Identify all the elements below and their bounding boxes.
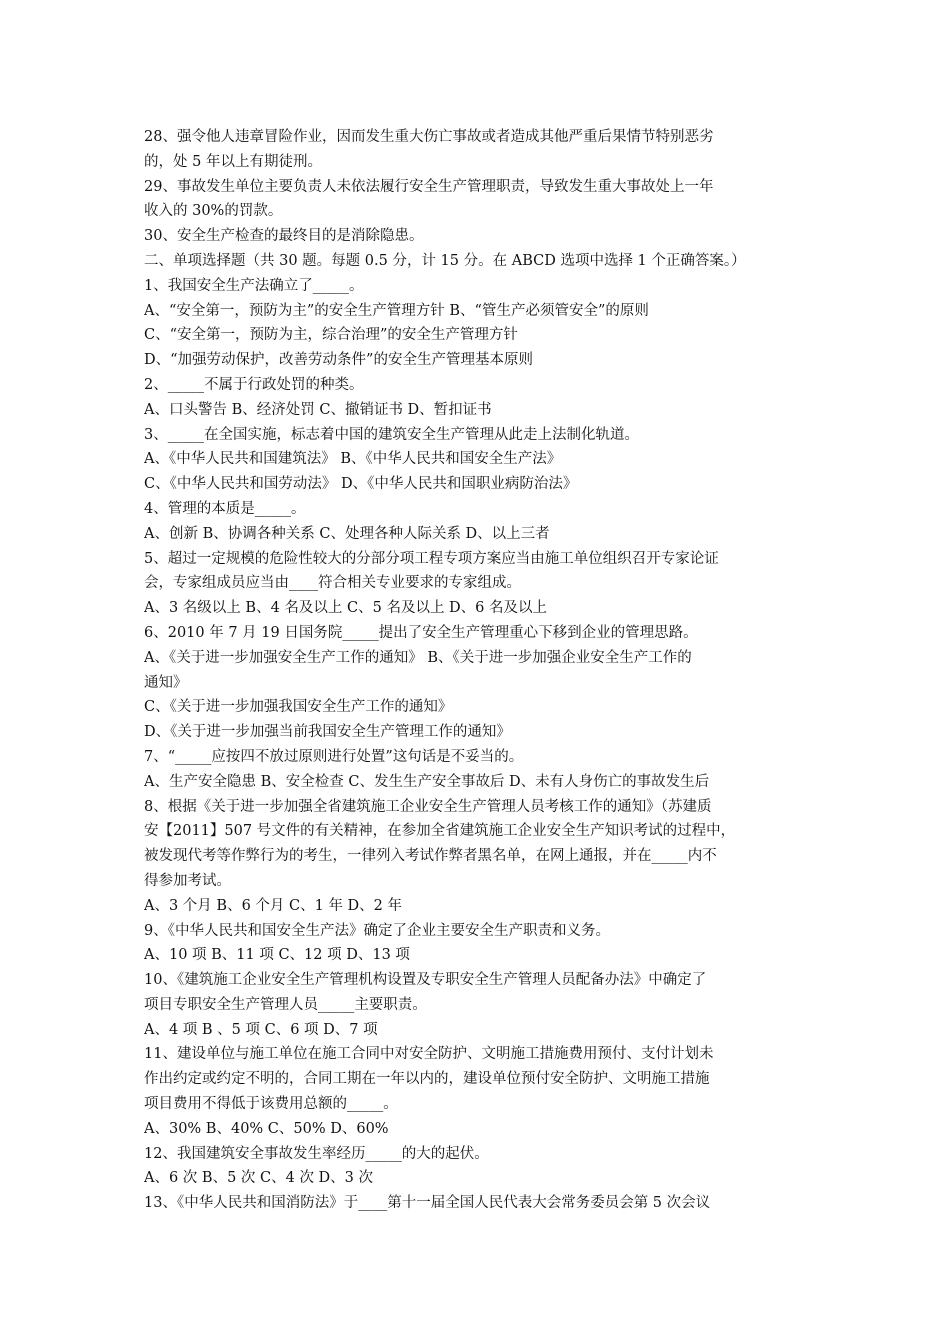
text-line: 2、_____不属于行政处罚的种类。 bbox=[144, 376, 364, 393]
text-line: 的，处 5 年以上有期徒刑。 bbox=[144, 153, 322, 170]
text-line: 被发现代考等作弊行为的考生，一律列入考试作弊者黑名单，在网上通报，并在_____内不 bbox=[144, 848, 717, 865]
text-line: 5、超过一定规模的危险性较大的分部分项工程专项方案应当由施工单位组织召开专家论证 bbox=[144, 550, 719, 567]
text-line: 30、安全生产检查的最终目的是消除隐患。 bbox=[144, 228, 424, 245]
text-line: A、创新 B、协调各种关系 C、处理各种人际关系 D、以上三者 bbox=[144, 525, 550, 542]
text-line: 项目专职安全生产管理人员_____主要职责。 bbox=[144, 996, 427, 1013]
document-body bbox=[144, 125, 820, 1216]
text-line: D、“加强劳动保护，改善劳动条件”的安全生产管理基本原则 bbox=[144, 352, 533, 369]
text-line: A、6 次 B、5 次 C、4 次 D、3 次 bbox=[144, 1170, 374, 1187]
text-line: 12、我国建筑安全事故发生率经历_____的大的起伏。 bbox=[144, 1145, 489, 1162]
text-line: A、30% B、40% C、50% D、60% bbox=[144, 1120, 389, 1137]
text-line: 项目费用不得低于该费用总额的_____。 bbox=[144, 1096, 398, 1113]
text-line: A、4 项 B 、5 项 C、6 项 D、7 项 bbox=[144, 1021, 378, 1038]
text-line: 作出约定或约定不明的，合同工期在一年以内的，建设单位预付安全防护、文明施工措施 bbox=[144, 1071, 710, 1088]
text-line: A、生产安全隐患 B、安全检查 C、发生生产安全事故后 D、未有人身伤亡的事故发生后 bbox=[144, 773, 710, 790]
text-line: 3、_____在全国实施，标志着中国的建筑安全生产管理从此走上法制化轨道。 bbox=[144, 426, 639, 443]
text-line: 得参加考试。 bbox=[144, 872, 231, 889]
text-line: 28、强令他人违章冒险作业，因而发生重大伤亡事故或者造成其他严重后果情节特别恶劣 bbox=[144, 129, 714, 145]
text-line: A、10 项 B、11 项 C、12 项 D、13 项 bbox=[144, 947, 410, 964]
text-line: A、口头警告 B、经济处罚 C、撤销证书 D、暂扣证书 bbox=[144, 401, 492, 418]
text-line: 安【2011】507 号文件的有关精神，在参加全省建筑施工企业安全生产知识考试的过程中， bbox=[144, 823, 736, 840]
text-line: 4、管理的本质是_____。 bbox=[144, 500, 306, 517]
text-line: 11、建设单位与施工单位在施工合同中对安全防护、文明施工措施费用预付、支付计划未 bbox=[144, 1046, 714, 1063]
text-line: A、“安全第一，预防为主”的安全生产管理方针 B、“管生产必须管安全”的原则 bbox=[144, 302, 649, 319]
text-line: 6、2010 年 7 月 19 日国务院_____提出了安全生产管理重心下移到企业的管理思路。 bbox=[144, 624, 698, 641]
text-line: 会，专家组成员应当由____符合相关专业要求的专家组成。 bbox=[144, 575, 521, 592]
text-line: A、《关于进一步加强安全生产工作的通知》 B、《关于进一步加强企业安全生产工作的 bbox=[144, 649, 692, 666]
text-line: 10、《建筑施工企业安全生产管理机构设置及专职安全生产管理人员配备办法》中确定了 bbox=[144, 972, 707, 989]
text-line: 二、单项选择题（共 30 题。每题 0.5 分，计 15 分。在 ABCD 选项中选择 1 个正确答案。） bbox=[144, 252, 746, 269]
text-line: 8、根据《关于进一步加强全省建筑施工企业安全生产管理人员考核工作的通知》（苏建质 bbox=[144, 798, 712, 815]
text-line: C、《关于进一步加强我国安全生产工作的通知》 bbox=[144, 699, 453, 716]
text-line: 9、《中华人民共和国安全生产法》确定了企业主要安全生产职责和义务。 bbox=[144, 922, 610, 939]
text-line: 通知》 bbox=[144, 674, 188, 691]
text-line: 29、事故发生单位主要负责人未依法履行安全生产管理职责，导致发生重大事故处上一年 bbox=[144, 178, 714, 195]
text-line: D、《关于进一步加强当前我国安全生产管理工作的通知》 bbox=[144, 724, 511, 741]
text-line: 13、《中华人民共和国消防法》于____第十一届全国人民代表大会常务委员会第 5 次会议 bbox=[144, 1195, 711, 1212]
text-line: A、3 个月 B、6 个月 C、1 年 D、2 年 bbox=[144, 897, 403, 914]
text-line: 1、我国安全生产法确立了_____。 bbox=[144, 277, 364, 294]
text-line: C、“安全第一，预防为主，综合治理”的安全生产管理方针 bbox=[144, 327, 518, 344]
text-line: 7、“_____应按四不放过原则进行处置”这句话是不妥当的。 bbox=[144, 748, 524, 765]
text-line: A、《中华人民共和国建筑法》 B、《中华人民共和国安全生产法》 bbox=[144, 451, 562, 468]
text-line: A、3 名级以上 B、4 名及以上 C、5 名及以上 D、6 名及以上 bbox=[144, 600, 548, 617]
text-line: C、《中华人民共和国劳动法》 D、《中华人民共和国职业病防治法》 bbox=[144, 476, 578, 493]
text-line: 收入的 30%的罚款。 bbox=[144, 203, 283, 220]
